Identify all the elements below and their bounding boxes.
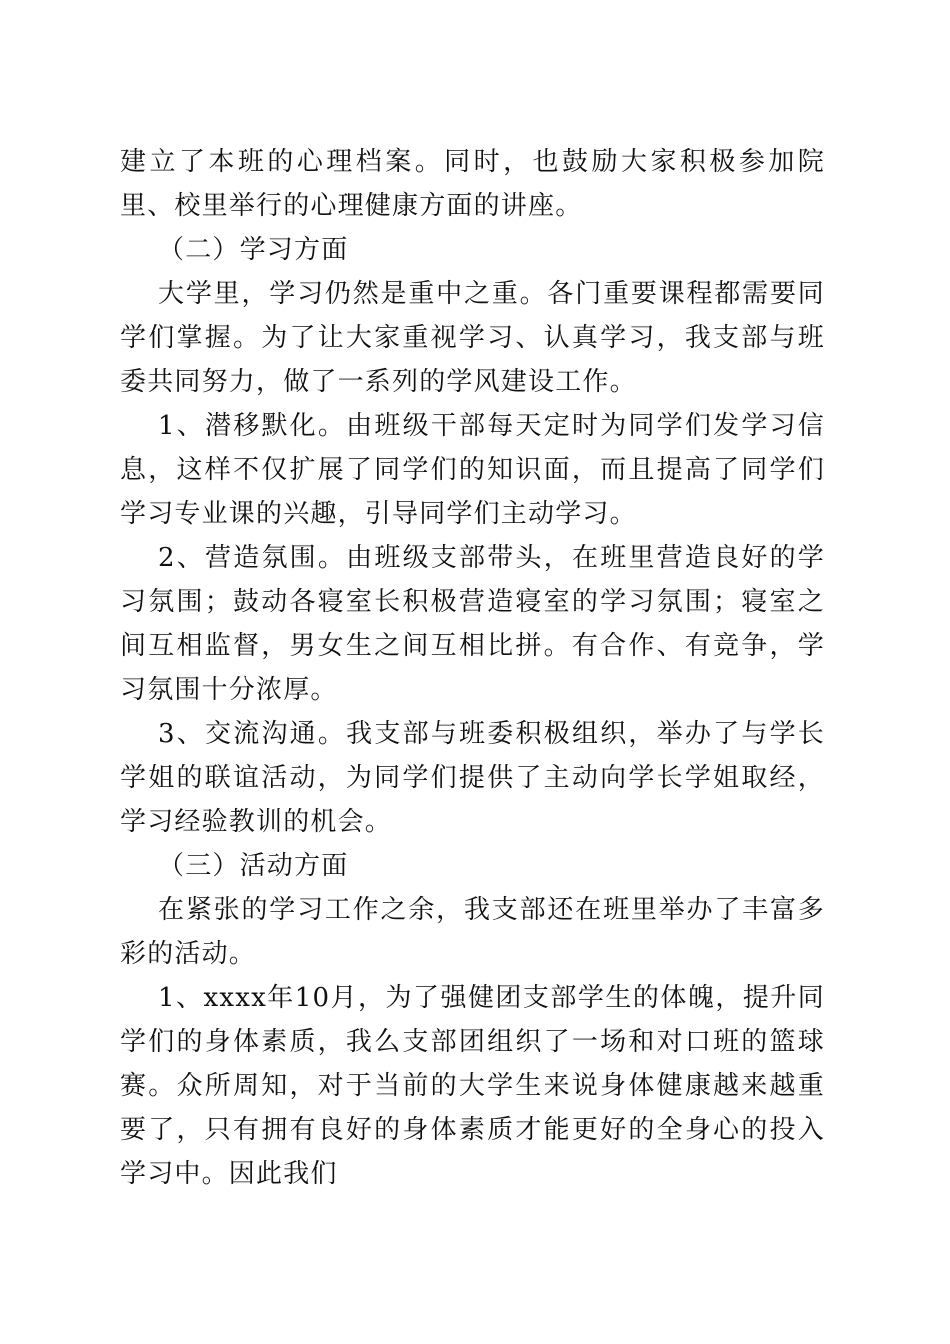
section-heading-activities: （三）活动方面 bbox=[158, 851, 349, 881]
paragraph-activities-item-1: 1、xxxx年10月，为了强健团支部学生的体魄，提升同学们的身体素质，我么支部团组织了一场和对口班的篮球赛。众所周知，对于当前的大学生来说身体健康越来越重要了，只有拥有良好的身体素质才能更好的全身心的投入学习中。因此我们 bbox=[120, 983, 825, 1189]
paragraph-study-item-2: 2、营造氛围。由班级支部带头，在班里营造良好的学习氛围；鼓动各寝室长积极营造寝室的学习氛围；寝室之间互相监督，男女生之间互相比拼。有合作、有竞争，学习氛围十分浓厚。 bbox=[120, 543, 825, 705]
paragraph-activities-intro: 在紧张的学习工作之余，我支部还在班里举办了丰富多彩的活动。 bbox=[120, 895, 825, 969]
paragraph-psych-archive: 建立了本班的心理档案。同时，也鼓励大家积极参加院里、校里举行的心理健康方面的讲座。 bbox=[120, 147, 825, 221]
paragraph-study-item-1: 1、潜移默化。由班级干部每天定时为同学们发学习信息，这样不仅扩展了同学们的知识面，而且提高了同学们学习专业课的兴趣，引导同学们主动学习。 bbox=[120, 411, 825, 529]
section-heading-study: （二）学习方面 bbox=[158, 235, 349, 265]
paragraph-study-item-3: 3、交流沟通。我支部与班委积极组织，举办了与学长学姐的联谊活动，为同学们提供了主动向学长学姐取经，学习经验教训的机会。 bbox=[120, 719, 825, 837]
document-body bbox=[120, 140, 825, 1196]
paragraph-study-intro: 大学里，学习仍然是重中之重。各门重要课程都需要同学们掌握。为了让大家重视学习、认真学习，我支部与班委共同努力，做了一系列的学风建设工作。 bbox=[120, 279, 825, 397]
